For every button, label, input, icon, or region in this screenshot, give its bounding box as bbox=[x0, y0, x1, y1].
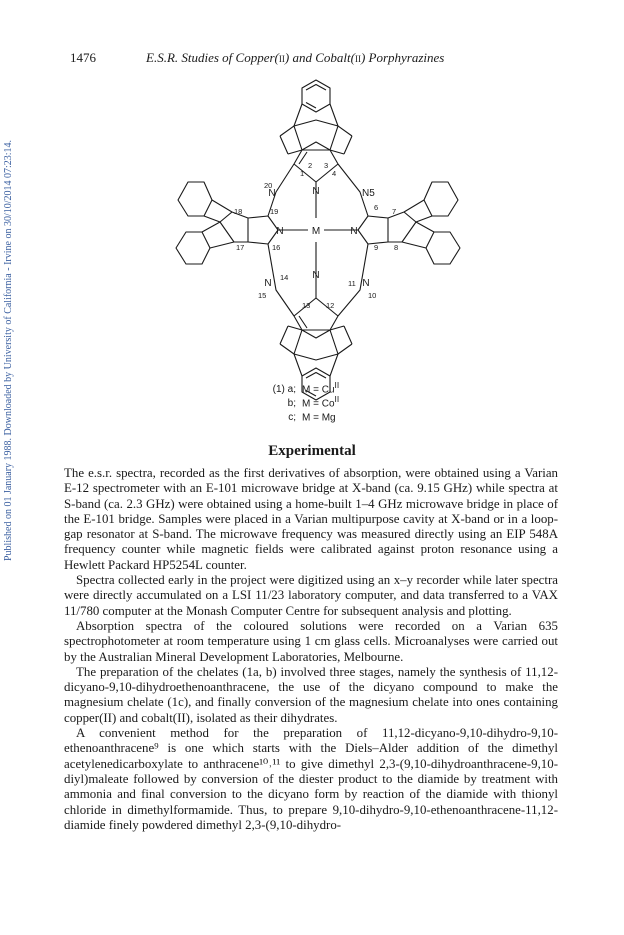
running-title bbox=[146, 50, 444, 66]
legend-oxidation-state: II bbox=[334, 380, 340, 390]
section-heading: Experimental bbox=[268, 443, 356, 459]
meso-n-15: N bbox=[264, 278, 272, 289]
running-title-part: ) Porphyrazines bbox=[360, 50, 445, 65]
pyrrole-n-bottom: N bbox=[312, 270, 320, 281]
paragraph: A convenient method for the preparation of 11,12-dicyano-9,10-dihydro-9,10-ethenoanthracene⁹ is one which starts with the Diels–Alder addition of the dimethyl acetylenedicarboxylate to anthracene¹⁰˒¹¹ to give dimethyl 2,3-(9,10-dihydroanthracene-9,10-diyl)maleate followed by conversion of the diester product to the diamide by treatment with ammonia and final conversion to the dicyano form by reaction of the diamide with thionyl chloride in dimethylformamide. Thus, to prepare 9,10-dihydro-9,10-ethenoanthracene-11,12-diamide finely powdered dimethyl 2,3-(9,10-dihydro- bbox=[64, 726, 558, 832]
position-number: 12 bbox=[326, 301, 335, 310]
running-title-part: E.S.R. Studies of Copper( bbox=[146, 50, 279, 65]
pyrrole-n-left: N bbox=[276, 226, 284, 237]
structure-diagram bbox=[168, 72, 468, 424]
page-number: 1476 bbox=[70, 50, 96, 65]
pyrrole-n-right: N bbox=[350, 226, 358, 237]
meso-n-5: N5 bbox=[362, 188, 375, 199]
position-number: 19 bbox=[270, 207, 279, 216]
legend-row-a bbox=[266, 378, 426, 396]
download-watermark: Published on 01 January 1988. Downloaded by University of California - Irvine on 30/10/2014 07:23:14. bbox=[3, 139, 14, 561]
position-number: 16 bbox=[272, 243, 281, 252]
body-text bbox=[64, 466, 558, 833]
left-pyrrole bbox=[248, 216, 278, 244]
meso-n-10: N bbox=[362, 278, 370, 289]
position-number: 11 bbox=[348, 279, 356, 288]
position-number: 18 bbox=[234, 207, 243, 216]
legend-label: c; bbox=[288, 412, 296, 424]
roman-numeral: ii bbox=[278, 50, 285, 65]
left-benzene-ring bbox=[178, 182, 212, 216]
position-number: 7 bbox=[392, 207, 397, 216]
legend-text: M = Cu bbox=[302, 384, 335, 396]
position-number: 6 bbox=[374, 203, 379, 212]
running-head bbox=[70, 50, 564, 68]
legend-label: b; bbox=[287, 398, 296, 410]
running-title-part: ) and Cobalt( bbox=[284, 50, 355, 65]
position-number: 2 bbox=[308, 161, 313, 170]
legend-row-b bbox=[266, 392, 426, 410]
porphyrazine-structure-figure bbox=[168, 72, 468, 424]
position-number: 17 bbox=[236, 243, 245, 252]
paragraph: Absorption spectra of the coloured solutions were recorded on a Varian 635 spectrophotometer at room temperature using 1 cm glass cells. Microanalyses were carried out by the Australian Mineral Development Laboratories, Melbourne. bbox=[64, 618, 558, 664]
position-number: 8 bbox=[394, 243, 399, 252]
legend-label: (1) a; bbox=[272, 384, 296, 396]
legend-row-c bbox=[266, 406, 426, 424]
metal-label: M bbox=[311, 226, 321, 237]
position-number: 1 bbox=[300, 169, 305, 178]
right-pyrrole bbox=[358, 216, 388, 244]
right-benzene-ring bbox=[424, 182, 458, 216]
position-number: 10 bbox=[368, 291, 377, 300]
position-number: 14 bbox=[280, 273, 289, 282]
paragraph: The e.s.r. spectra, recorded as the first derivatives of absorption, were obtained using a Varian E-12 spectrometer with an E-101 microwave bridge at X-band (ca. 9.15 GHz) while spectra at S-band (ca. 2.3 GHz) were obtained using a home-built 1–4 GHz microwave bridge in place of the E-101 bridge. Samples were placed in a Varian multipurpose cavity at X-band or in a loop-gap resonator at S-band. The microwave frequency was measured directly using an EIP 548A frequency counter while magnetic fields were calibrated against proton resonance using a Hewlett Packard HP5254L counter. bbox=[64, 466, 558, 572]
compound-legend bbox=[266, 378, 426, 424]
pyrrole-n-top: N bbox=[312, 186, 320, 197]
top-benzene-inner-bonds bbox=[306, 85, 326, 91]
meso-n-20: N bbox=[268, 188, 276, 199]
position-number: 13 bbox=[302, 301, 311, 310]
legend-text: M = Mg bbox=[302, 412, 336, 424]
paragraph: Spectra collected early in the project were digitized using an x–y recorder while later spectra were directly accumulated on a LSI 11/23 laboratory computer, and data transferred to a VAX 11/780 computer at the Monash Computer Centre for subsequent analysis and plotting. bbox=[64, 573, 558, 618]
position-number: 20 bbox=[264, 181, 273, 190]
legend-text: M = Co bbox=[302, 398, 335, 410]
position-number: 4 bbox=[332, 169, 337, 178]
legend-oxidation-state: II bbox=[334, 394, 340, 404]
position-number: 9 bbox=[374, 243, 379, 252]
position-number: 3 bbox=[324, 161, 329, 170]
position-number: 15 bbox=[258, 291, 267, 300]
paragraph: The preparation of the chelates (1a, b) involved three stages, namely the synthesis of 11,12-dicyano-9,10-dihydroethenoanthracene, the use of the dicyano compound to make the magnesium chelate (1c), and finally conversion of the magnesium chelate into ones containing copper(II) and cobalt(II), isolated as their dihydrates. bbox=[64, 664, 558, 725]
roman-numeral: ii bbox=[354, 50, 361, 65]
